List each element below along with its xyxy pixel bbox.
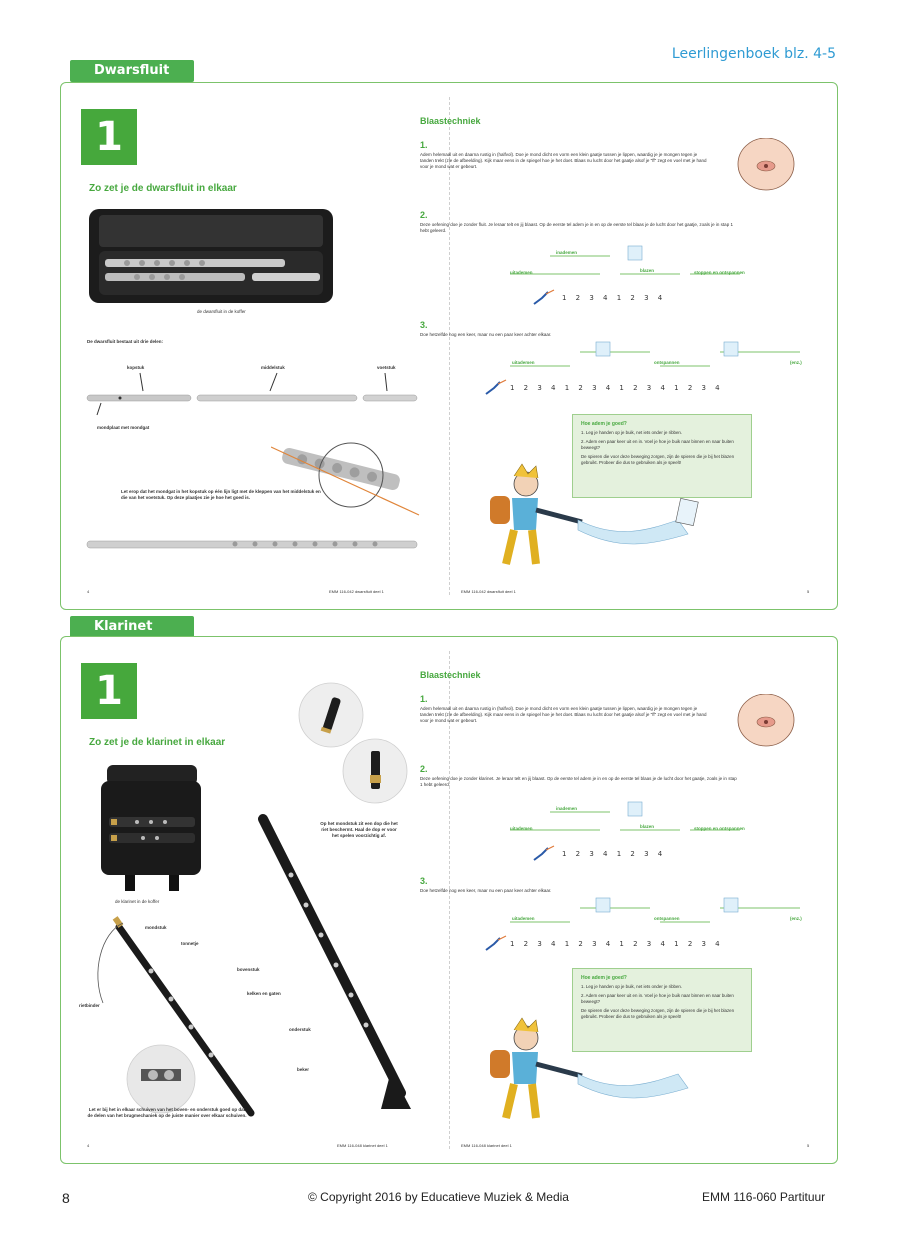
- step3-text: Doe hetzelfde nog een keer, maar nu een paar keer achter elkaar.: [420, 888, 552, 893]
- info-line-1: 1. Leg je handen op je buik, net iets onder je ribben.: [581, 984, 683, 989]
- step2-label-blazen: blazen: [640, 824, 655, 829]
- flute-parts-image: [85, 371, 425, 421]
- step3-label-enz: (enz.): [790, 360, 802, 365]
- align-note: Let er bij het in elkaar schuiven van het boven- en onderstuk goed op dat de delen van het brugmechaniek op de juiste manier over elkaar schuiven.: [87, 1107, 247, 1118]
- page-number-right: 5: [807, 589, 810, 594]
- label-rietbinder: rietbinder: [79, 1003, 100, 1008]
- page-number-left: 4: [87, 1143, 90, 1148]
- conductor-hand-icon: [484, 378, 508, 398]
- step3-label-uitademen: uitademen: [512, 360, 535, 365]
- footer-code-right: EMM 116-042 dwarsfluit deel 1: [461, 589, 516, 594]
- label-mondplaat: mondplaat met mondgat: [97, 425, 150, 430]
- step3-number: 3.: [420, 320, 428, 330]
- section-tab-dwarsfluit: Dwarsfluit: [70, 60, 194, 82]
- conductor-hand-icon: [484, 934, 508, 954]
- step2-counts: 1 2 3 4 1 2 3 4: [562, 850, 666, 858]
- case-caption: de dwarsfluit in de koffer: [197, 309, 246, 314]
- step2-label-uitademen: uitademen: [510, 826, 533, 831]
- flute-keys-closeup: [271, 437, 421, 517]
- step3-diagram: [510, 340, 810, 374]
- label-kelken: kelken en gaten: [247, 991, 281, 996]
- label-middelstuk: middelstuk: [261, 365, 285, 370]
- step2-label-stoppen: stoppen en ontspannen: [694, 270, 745, 275]
- page-number-left: 4: [87, 589, 90, 594]
- parts-intro: De dwarsfluit bestaat uit drie delen:: [87, 339, 164, 344]
- page-number: 8: [62, 1190, 70, 1206]
- page-divider: [449, 651, 450, 1149]
- label-tonnetje: tonnetje: [181, 941, 199, 946]
- step3-label-ontspannen: ontspannen: [654, 360, 680, 365]
- info-line-1: 1. Leg je handen op je buik, net iets onder je ribben.: [581, 430, 683, 435]
- flute-case-image: [87, 207, 337, 307]
- step2-diagram: [510, 800, 740, 840]
- footer-code-left: EMM 116-048 klarinet deel 1: [337, 1143, 388, 1148]
- mouth-face-image: [734, 694, 798, 750]
- info-title: Hoe adem je goed?: [581, 421, 627, 427]
- step1-number: 1.: [420, 694, 428, 704]
- step2-text: Deze oefening doe je zonder klarinet. Je leraar telt en jij blaast. Op de eerste tel adem je in en op de eerste tel blaas je de lucht door het gaatje, zoals je in stap 1 hebt geleerd.: [420, 776, 737, 787]
- step1-text: Adem helemaal uit en daarna rustig in (halfvol). Doe je mond dicht en vorm een klein gaatje tussen je lippen, waardig je je mongen tegen je tanden trekt (zie de afbeelding). Kijk maar eens in de spiegel hoe je het doet. Blaas nu lucht door het gaatje alsof je "ff" zegt en voel met je hand voor je mond wat er gebeurt.: [420, 152, 707, 169]
- label-voetstuk: voetstuk: [377, 365, 396, 370]
- blaastechniek-heading: Blaastechniek: [420, 116, 481, 126]
- section-tab-klarinet: Klarinet: [70, 616, 194, 638]
- step3-label-uitademen: uitademen: [512, 916, 535, 921]
- catalog-number: EMM 116-060 Partituur: [702, 1190, 826, 1204]
- label-onderstuk: onderstuk: [289, 1027, 311, 1032]
- label-kopstuk: kopstuk: [127, 365, 145, 370]
- step2-label-inademen: inademen: [556, 250, 578, 255]
- step2-label-inademen: inademen: [556, 806, 578, 811]
- label-mondstuk: mondstuk: [145, 925, 167, 930]
- book-reference: Leerlingenboek blz. 4-5: [671, 46, 836, 62]
- clarinet-case-image: [97, 761, 207, 895]
- mouthpiece-bubble: [335, 737, 419, 811]
- step3-counts: 1 2 3 4 1 2 3 4 1 2 3 4 1 2 3 4: [510, 384, 724, 392]
- cap-note: Op het mondstuk zit een dop die het riet beschermt. Haal de dop er voor het spelen voorzichtig af.: [320, 821, 398, 838]
- blowing-boy-cartoon: [478, 1014, 718, 1134]
- case-caption: de klarinet in de koffer: [115, 899, 160, 904]
- clarinet-assembled-image: [251, 813, 421, 1113]
- mouth-face-image: [734, 138, 798, 194]
- info-line-2: 2. Adem een paar keer uit en in. Voel je hoe je buik naar binnen en naar buiten beweegt?: [581, 439, 734, 450]
- blaastechniek-heading: Blaastechniek: [420, 670, 481, 680]
- step1-number: 1.: [420, 140, 428, 150]
- info-line-2: 2. Adem een paar keer uit en in. Voel je hoe je buik naar binnen en naar buiten beweegt?: [581, 993, 734, 1004]
- flute-assembled-image: [85, 535, 425, 555]
- blowing-boy-cartoon: [478, 460, 718, 580]
- page-divider: [449, 97, 450, 595]
- lesson-number: 1: [81, 109, 137, 165]
- align-note: Let erop dat het mondgat in het kopstuk op één lijn ligt met de kleppen van het middelstuk en die van het voetstuk. Op deze plaatjes zie je hoe het goed is.: [121, 489, 321, 500]
- step3-label-ontspannen: ontspannen: [654, 916, 680, 921]
- info-line-3: De spieren die voor deze beweging zorgen, zijn de spieren die je bij het blazen gebruikt. Probeer die dus te gebruiken als je speelt!: [581, 454, 735, 465]
- step2-text: Deze oefening doe je zonder fluit. Je leraar telt en jij blaast. Op de eerste tel adem je in en op de eerste tel blaas je de lucht door het gaatje, zoals je in stap 1 hebt geleerd.: [420, 222, 733, 233]
- section-title: Zo zet je de klarinet in elkaar: [89, 737, 226, 748]
- step3-label-enz: (enz.): [790, 916, 802, 921]
- step2-label-uitademen: uitademen: [510, 270, 533, 275]
- step3-diagram: [510, 896, 810, 930]
- step2-counts: 1 2 3 4 1 2 3 4: [562, 294, 666, 302]
- step3-number: 3.: [420, 876, 428, 886]
- conductor-hand-icon: [532, 844, 556, 864]
- footer-code-right: EMM 116-048 klarinet deel 1: [461, 1143, 512, 1148]
- step3-text: Doe hetzelfde nog een keer, maar nu een paar keer achter elkaar.: [420, 332, 552, 337]
- section-title: Zo zet je de dwarsfluit in elkaar: [89, 183, 237, 194]
- conductor-hand-icon: [532, 288, 556, 308]
- copyright: © Copyright 2016 by Educatieve Muziek & Media: [308, 1190, 569, 1204]
- step2-label-blazen: blazen: [640, 268, 655, 273]
- step2-diagram: [510, 244, 740, 284]
- info-line-3: De spieren die voor deze beweging zorgen, zijn de spieren die je bij het blazen gebruikt. Probeer die dus te gebruiken als je speelt!: [581, 1008, 735, 1019]
- step2-number: 2.: [420, 764, 428, 774]
- lesson-number: 1: [81, 663, 137, 719]
- page-number-right: 5: [807, 1143, 810, 1148]
- step3-counts: 1 2 3 4 1 2 3 4 1 2 3 4 1 2 3 4: [510, 940, 724, 948]
- info-title: Hoe adem je goed?: [581, 975, 627, 981]
- step2-number: 2.: [420, 210, 428, 220]
- step1-text: Adem helemaal uit en daarna rustig in (halfvol). Doe je mond dicht en vorm een klein gaatje tussen je lippen, waardig je je mongen tegen je tanden trekt (zie de afbeelding). Kijk maar eens in de spiegel hoe je het doet. Blaas nu lucht door het gaatje alsof je "ff" zegt en voel met je hand voor je mond wat er gebeurt.: [420, 706, 707, 723]
- label-beker: beker: [297, 1067, 310, 1072]
- footer-code-left: EMM 116-042 dwarsfluit deel 1: [329, 589, 384, 594]
- label-bovenstuk: bovenstuk: [237, 967, 260, 972]
- step2-label-stoppen: stoppen en ontspannen: [694, 826, 745, 831]
